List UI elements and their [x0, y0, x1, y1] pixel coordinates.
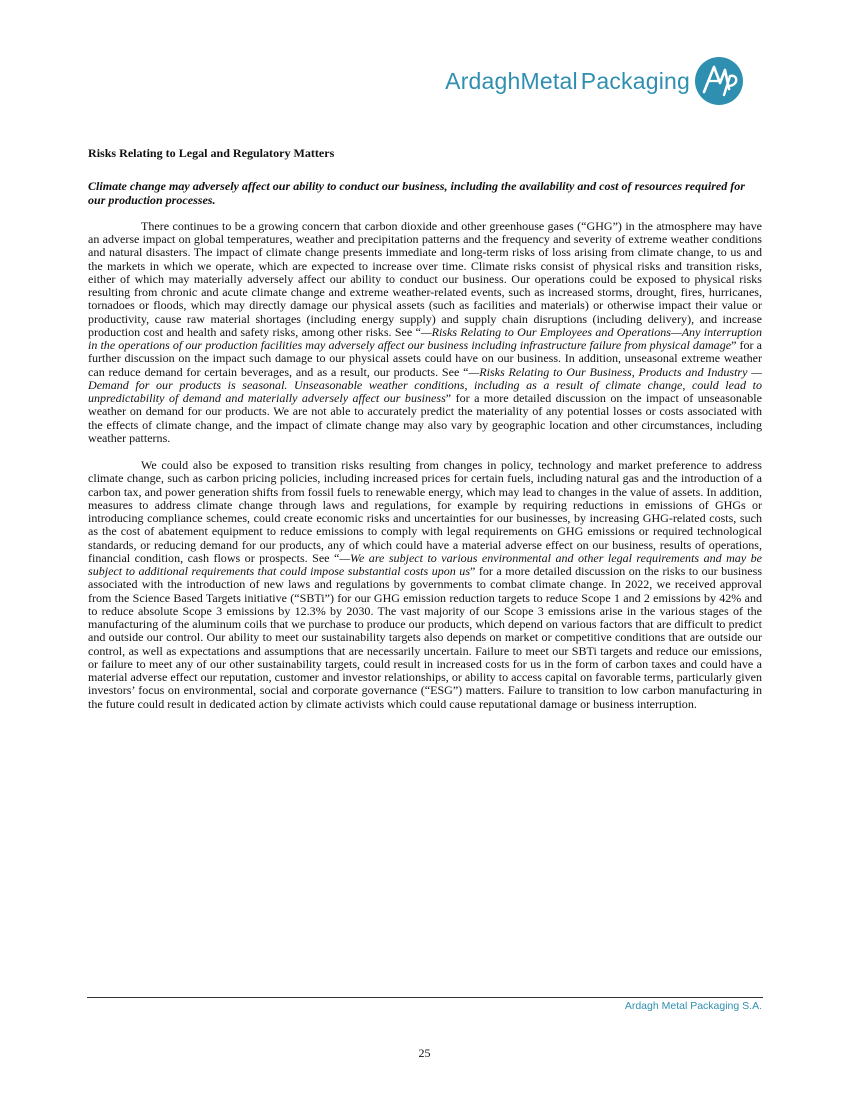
cross-reference: —Risks Relating to Our Employees and Operations—Any interruption in the operations of our production facilities may adversely affect our business including infrastructure failure from physical damage [88, 324, 762, 352]
amp-logo-icon [694, 56, 744, 106]
logo-word-metal: Metal [520, 67, 578, 94]
paragraph-text: ” for a more detailed discussion on the impact of unseasonable weather on demand for our products. We are not able to accurately predict the materiality of any potential losses or costs associated with the effects of climate change, and the impact of climate change may also vary by geographic location and other circumstances, including weather patterns. [88, 391, 762, 445]
logo-wordmark [445, 68, 690, 95]
body-paragraph-2 [88, 459, 762, 711]
page-number: 25 [418, 1046, 431, 1060]
footer-company-name: Ardagh Metal Packaging S.A. [624, 1000, 762, 1012]
paragraph-text: ” for a further discussion on the impact such damage to our physical assets could have on our business. In addition, unseasonal extreme weather can reduce demand for certain beverages, and as a result, our products. See “ [88, 338, 762, 379]
body-paragraph-1 [88, 220, 762, 445]
company-logo [445, 54, 744, 108]
main-content [88, 147, 762, 711]
paragraph-text: ” for a more detailed discussion on the risks to our business associated with the introduction of new laws and regulations by governments to combat climate change. In 2022, we received approval from the Science Based Targets initiative (“SBTi”) for our GHG emission reduction targets to reduce Scope 1 and 2 emissions by 42% and to reduce absolute Scope 3 emissions by 12.3% by 2030. The vast majority of our Scope 3 emissions arise in the various stages of the manufacturing of the aluminum coils that we purchase to produce our products, which depend on various factors that are difficult to predict and outside our control. Our ability to meet our sustainability targets also depends on market or competitive conditions that are outside our control, as well as expectations and assumptions that are necessarily uncertain. Failure to meet our SBTi targets and reduce our emissions, or failure to meet any of our other sustainability targets, could result in increased costs for us in the form of carbon taxes and could have a material adverse effect our reputation, customer and investor relationships, or ability to access capital on favorable terms, particularly given investors’ focus on environmental, social and corporate governance (“ESG”) matters. Failure to transition to low carbon manufacturing in the future could result in dedicated action by climate activists which could cause reputational damage or business interruption. [88, 564, 763, 711]
logo-word-ardagh: Ardagh [445, 67, 521, 94]
cross-reference: —We are subject to various environmental and other legal requirements and may be subject to additional requirements that could impose substantial costs upon us [88, 550, 762, 578]
paragraph-text: We could also be exposed to transition risks resulting from changes in policy, technology and market preference to address climate change, such as carbon pricing policies, including increased prices for certain fuels, including natural gas and the introduction of a carbon tax, and power generation shifts from fossil fuels to renewable energy, which may lead to changes in the value of assets. In addition, measures to address climate change through laws and regulations, for example by requiring reductions in emissions of GHGs or introducing compliance schemes, could create economic risks and uncertainties for our businesses, by increasing GHG-related costs, such as the cost of abatement equipment to reduce emissions to comply with legal requirements on GHG emissions or required technological standards, or reducing demand for our products, any of which could have a material adverse effect on our business, results of operations, financial condition, cash flows or prospects. See “ [88, 458, 762, 565]
section-heading: Risks Relating to Legal and Regulatory Matters [88, 146, 335, 160]
paragraph-text: There continues to be a growing concern that carbon dioxide and other greenhouse gases (“GHG”) in the atmosphere may have an adverse impact on global temperatures, weather and precipitation patterns and the frequency and severity of extreme weather conditions and natural disasters. The impact of climate change presents immediate and long-term risks of loss arising from climate change, to us and the markets in which we operate, which are expected to increase over time. Climate risks consist of physical risks and transition risks, either of which may materially adversely affect our ability to conduct our business. Our operations could be exposed to physical risks resulting from chronic and acute climate change and extreme weather-related events, such as increased storms, drought, fires, hurricanes, tornadoes or floods, which may directly damage our physical assets (such as facilities and materials) or otherwise impact their value or productivity, cause raw material shortages (including energy supply) and supply chain disruptions (including delivery), and increase production cost and health and safety risks, among other risks. See “ [88, 218, 762, 339]
risk-factor-heading: Climate change may adversely affect our ability to conduct our business, including the availability and cost of resources required for our production processes. [88, 179, 745, 207]
footer-divider [87, 997, 763, 998]
cross-reference: —Risks Relating to Our Business, Products and Industry —Demand for our products is seasonal. Unseasonable weather conditions, including as a result of climate change, could lead to unpredictability of demand and materially adversely affect our business [88, 364, 762, 405]
logo-word-packaging: Packaging [580, 67, 690, 94]
